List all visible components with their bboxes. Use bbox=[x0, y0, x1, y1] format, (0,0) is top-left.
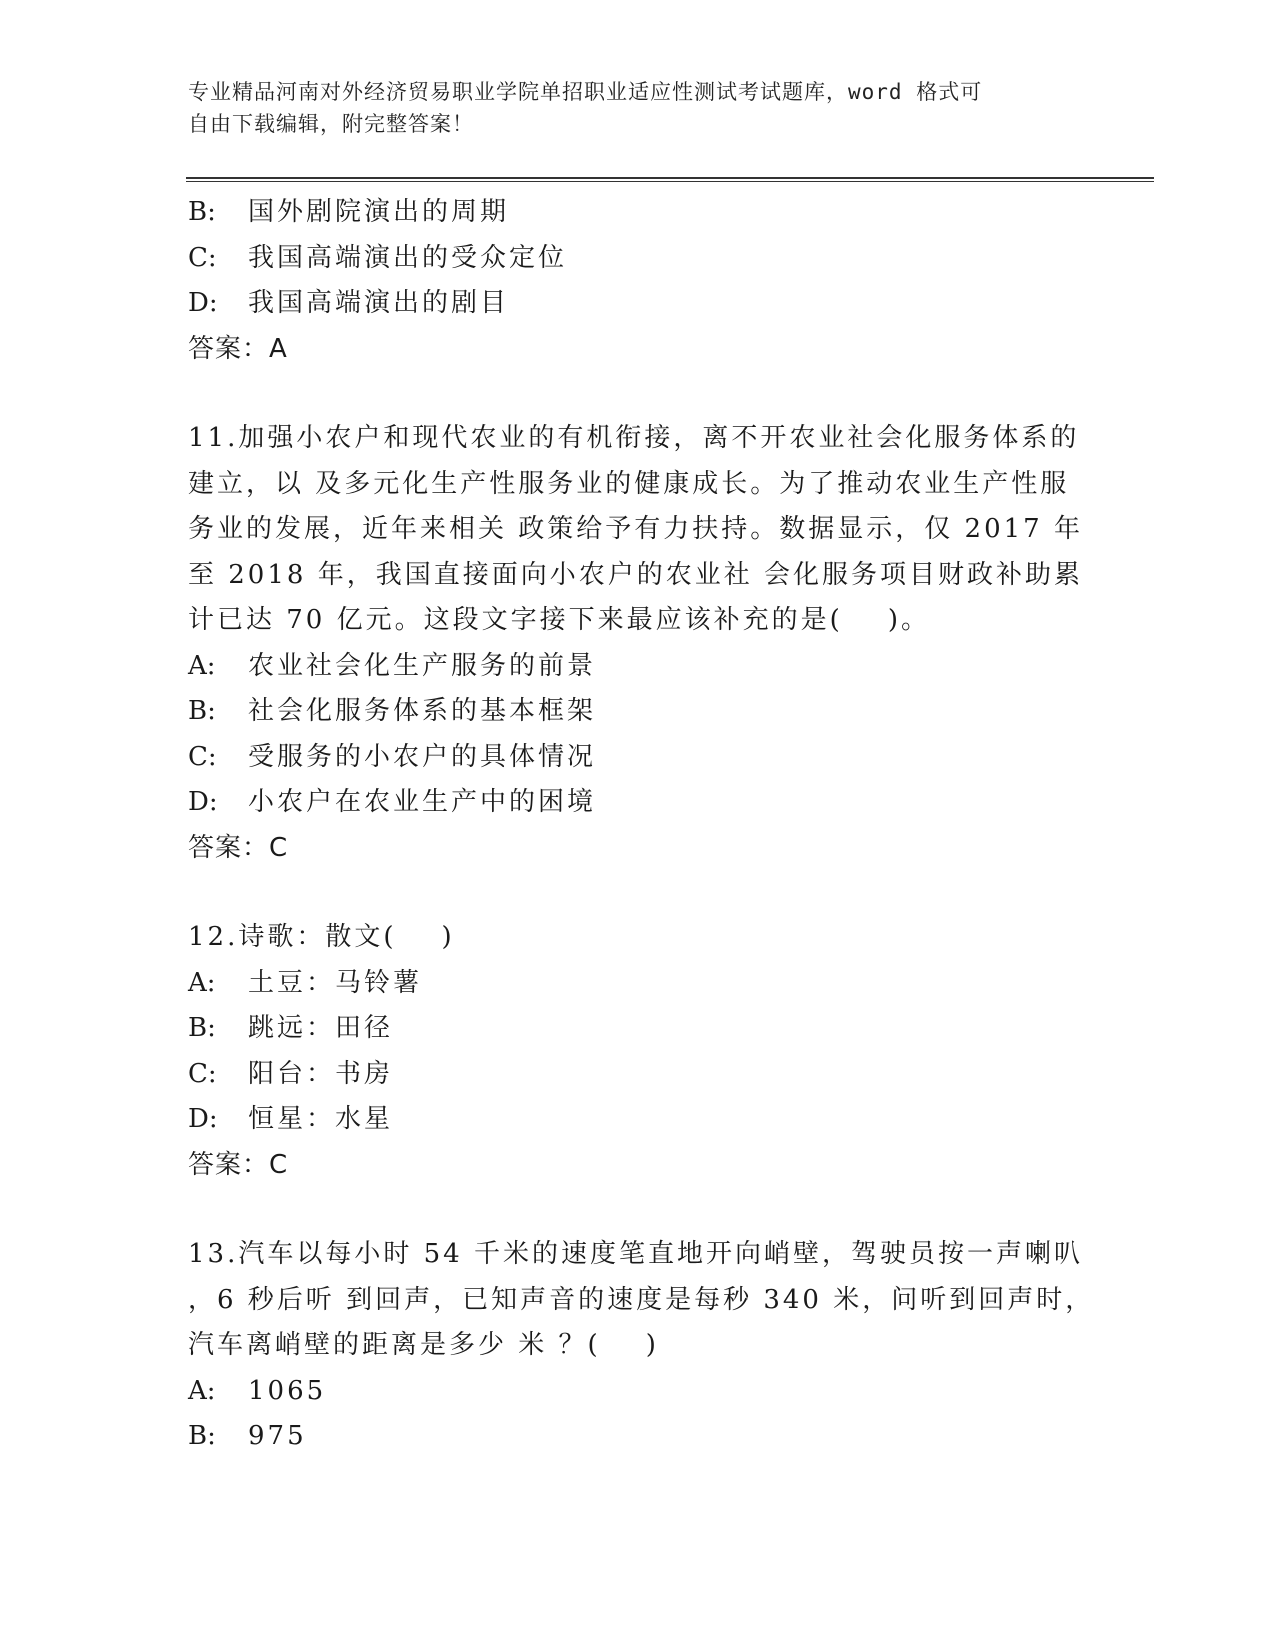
option-d: D: 恒星：水星 bbox=[188, 1104, 394, 1134]
header-divider bbox=[186, 177, 1154, 182]
option-a: A: 1065 bbox=[188, 1375, 327, 1406]
answer-q10: 答案：A bbox=[188, 333, 288, 364]
question-stem-line: 计已达 70 亿元。这段文字接下来最应该补充的是( )。 bbox=[188, 605, 930, 635]
question-stem-line: 务业的发展，近年来相关 政策给予有力扶持。数据显示，仅 2017 年 bbox=[188, 514, 1083, 544]
option-d: D: 我国高端演出的剧目 bbox=[188, 288, 510, 318]
option-c: C: 阳台：书房 bbox=[188, 1058, 394, 1089]
question-13 bbox=[188, 1232, 1095, 1460]
answer-q12: 答案：C bbox=[188, 1149, 289, 1180]
question-stem-line: 至 2018 年，我国直接面向小农户的农业社 会化服务项目财政补助累 bbox=[188, 559, 1083, 590]
option-a: A: 农业社会化生产服务的前景 bbox=[188, 650, 597, 681]
question-12 bbox=[188, 915, 1088, 1188]
header-line-2: 自由下载编辑，附完整答案！ bbox=[188, 112, 474, 136]
question-stem-line: 建立，以 及多元化生产性服务业的健康成长。为了推动农业生产性服 bbox=[188, 468, 1070, 499]
option-c: C: 我国高端演出的受众定位 bbox=[188, 242, 568, 273]
option-c: C: 受服务的小农户的具体情况 bbox=[188, 741, 597, 772]
option-d: D: 小农户在农业生产中的困境 bbox=[188, 787, 597, 817]
option-b: B: 975 bbox=[188, 1421, 307, 1451]
question-stem-line: 汽车离峭壁的距离是多少 米 ？( ) bbox=[188, 1330, 659, 1360]
question-stem-line: 13.汽车以每小时 54 千米的速度笔直地开向峭壁，驾驶员按一声喇叭 bbox=[188, 1239, 1083, 1269]
question-stem-line: 11.加强小农户和现代农业的有机衔接，离不开农业社会化服务体系的 bbox=[188, 423, 1080, 453]
question-11 bbox=[188, 416, 1088, 871]
question-content bbox=[188, 190, 1095, 1460]
option-b: B: 社会化服务体系的基本框架 bbox=[188, 696, 597, 726]
option-b: B: 国外剧院演出的周期 bbox=[188, 197, 510, 227]
answer-q11: 答案：C bbox=[188, 832, 289, 863]
question-10-options bbox=[188, 190, 1088, 372]
question-stem-line: 12.诗歌：散文( ) bbox=[188, 922, 455, 952]
option-b: B: 跳远：田径 bbox=[188, 1013, 394, 1043]
option-a: A: 土豆：马铃薯 bbox=[188, 967, 423, 998]
page-header bbox=[188, 76, 1068, 140]
header-line-1: 专业精品河南对外经济贸易职业学院单招职业适应性测试考试题库，word 格式可 bbox=[188, 80, 983, 104]
question-stem-line: ，6 秒后听 到回声，已知声音的速度是每秒 340 米，问听到回声时， bbox=[188, 1284, 1095, 1315]
